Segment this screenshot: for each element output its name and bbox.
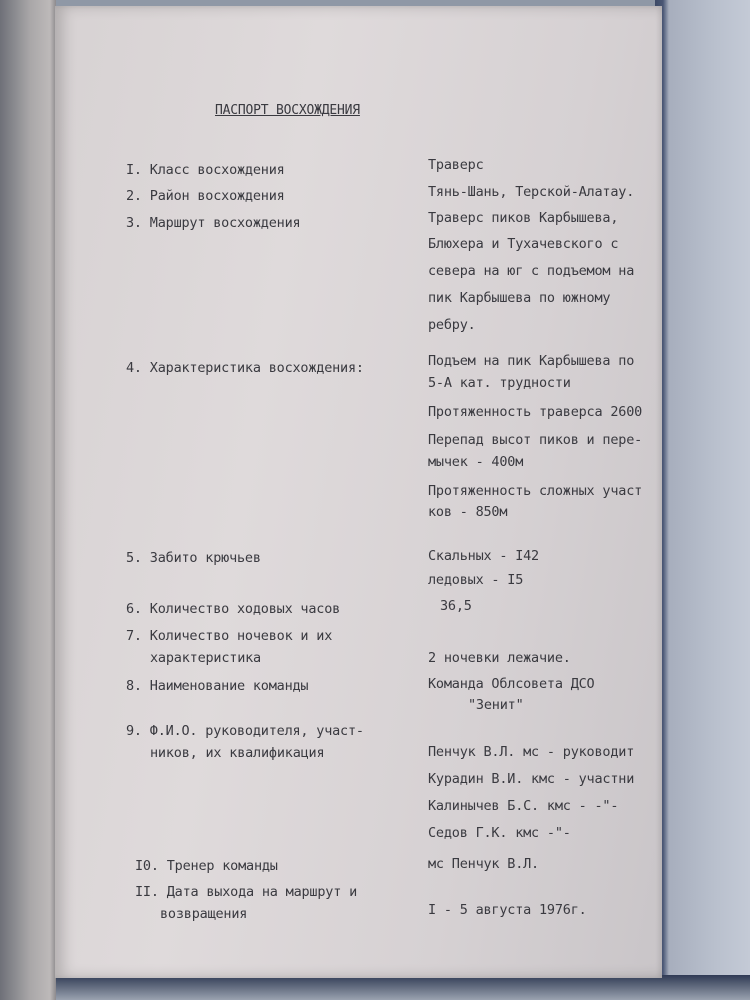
item-4-value-line: 5-А кат. трудности bbox=[428, 375, 571, 391]
item-1-value: Траверс bbox=[428, 157, 484, 173]
facing-page-edge bbox=[0, 0, 56, 1000]
item-4-label: 4. Характеристика восхождения: bbox=[126, 360, 364, 376]
item-8-label: 8. Наименование команды bbox=[126, 678, 309, 694]
item-11-label: II. Дата выхода на маршрут и bbox=[135, 884, 357, 900]
item-8-value-line: Команда Облсовета ДСО bbox=[428, 676, 595, 692]
document-title: ПАСПОРТ ВОСХОЖДЕНИЯ bbox=[215, 103, 360, 118]
item-3-value-line: ребру. bbox=[428, 317, 476, 333]
item-3-value-line: севера на юг с подъемом на bbox=[428, 263, 635, 279]
item-6-value: 36,5 bbox=[440, 598, 472, 614]
item-9-label-cont: ников, их квалификация bbox=[150, 745, 325, 761]
item-10-value: мс Пенчук В.Л. bbox=[428, 856, 539, 872]
background-bottom bbox=[0, 975, 750, 1000]
item-2-value: Тянь-Шань, Терской-Алатау. bbox=[428, 184, 635, 200]
item-4-value-line: Протяженность траверса 2600 bbox=[428, 404, 643, 420]
item-6-label: 6. Количество ходовых часов bbox=[126, 601, 341, 617]
item-1-label: I. Класс восхождения bbox=[126, 162, 285, 178]
background-right bbox=[655, 0, 750, 1000]
item-4-value-line: Перепад высот пиков и пере- bbox=[428, 432, 643, 448]
item-5-value-line: Скальных - I42 bbox=[428, 548, 539, 564]
item-5-value-line: ледовых - I5 bbox=[428, 572, 524, 588]
item-3-value-line: Блюхера и Тухачевского с bbox=[428, 236, 619, 252]
item-7-label-cont: характеристика bbox=[150, 650, 261, 666]
item-3-label: 3. Маршрут восхождения bbox=[126, 215, 301, 231]
item-2-label: 2. Район восхождения bbox=[126, 188, 285, 204]
item-9-value-line: Пенчук В.Л. мс - руководит bbox=[428, 744, 635, 760]
item-11-value: I - 5 августа 1976г. bbox=[428, 902, 587, 918]
item-9-value-line: Калинычев Б.С. кмс - -"- bbox=[428, 798, 619, 814]
item-9-value-line: Седов Г.К. кмс -"- bbox=[428, 825, 571, 841]
item-4-value-line: Подъем на пик Карбышева по bbox=[428, 353, 635, 369]
item-4-value-line: Протяженность сложных участ bbox=[428, 483, 643, 499]
item-11-label-cont: возвращения bbox=[160, 906, 248, 922]
item-8-value-line: "Зенит" bbox=[468, 697, 524, 713]
item-4-value-line: мычек - 400м bbox=[428, 454, 524, 470]
item-3-value-line: Траверс пиков Карбышева, bbox=[428, 210, 619, 226]
item-3-value-line: пик Карбышева по южному bbox=[428, 290, 611, 306]
item-5-label: 5. Забито крючьев bbox=[126, 550, 261, 566]
item-7-value: 2 ночевки лежачие. bbox=[428, 650, 571, 666]
item-9-label: 9. Ф.И.О. руководителя, участ- bbox=[126, 723, 364, 739]
item-7-label: 7. Количество ночевок и их bbox=[126, 628, 333, 644]
item-10-label: I0. Тренер команды bbox=[135, 858, 278, 874]
item-4-value-line: ков - 850м bbox=[428, 504, 508, 520]
item-9-value-line: Курадин В.И. кмс - участни bbox=[428, 771, 635, 787]
